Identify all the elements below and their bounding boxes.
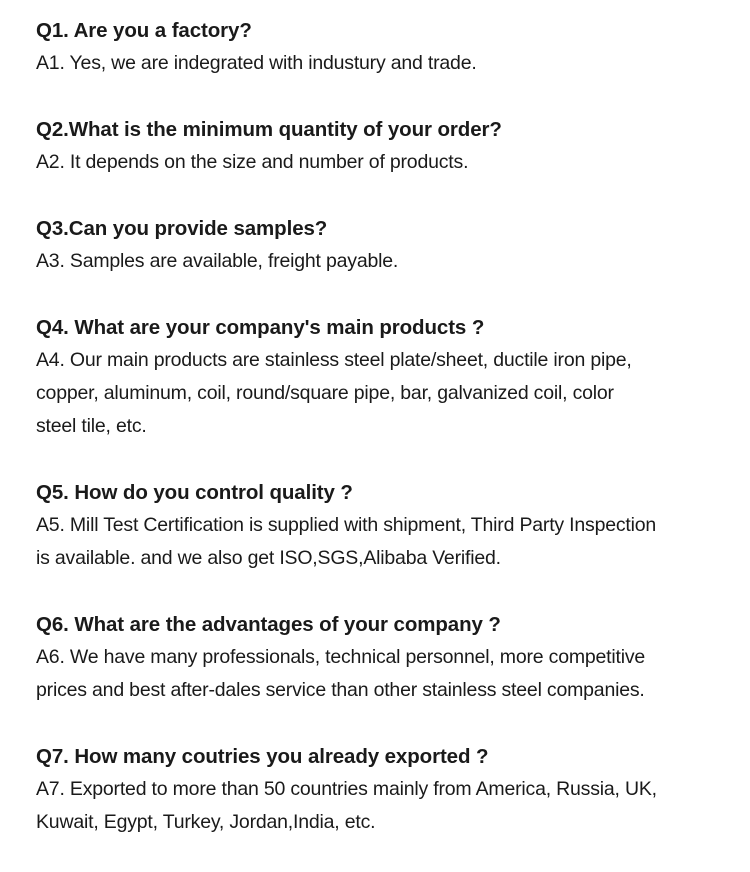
faq-list xyxy=(36,14,736,872)
faq-answer-3: A3. Samples are available, freight payable. xyxy=(36,250,399,272)
faq-question-7: Q7. How many coutries you already exported ? xyxy=(36,745,489,768)
faq-question-1: Q1. Are you a factory? xyxy=(36,19,252,42)
faq-answer-7-line-1: A7. Exported to more than 50 countries mainly from America, Russia, UK, xyxy=(36,778,657,800)
faq-question-2: Q2.What is the minimum quantity of your order? xyxy=(36,118,502,141)
faq-answer-1: A1. Yes, we are indegrated with industury and trade. xyxy=(36,52,477,74)
faq-answer-6-line-2: prices and best after-dales service than other stainless steel companies. xyxy=(36,679,645,701)
faq-answer-2: A2. It depends on the size and number of products. xyxy=(36,151,469,173)
faq-answer-4-line-2: copper, aluminum, coil, round/square pipe, bar, galvanized coil, color xyxy=(36,382,614,404)
faq-answer-4-line-3: steel tile, etc. xyxy=(36,415,147,437)
faq-answer-5-line-2: is available. and we also get ISO,SGS,Alibaba Verified. xyxy=(36,547,501,569)
faq-item-7 xyxy=(36,740,736,839)
faq-question-3: Q3.Can you provide samples? xyxy=(36,217,328,240)
faq-item-3 xyxy=(36,212,736,278)
faq-answer-4-line-1: A4. Our main products are stainless steel plate/sheet, ductile iron pipe, xyxy=(36,349,632,371)
faq-question-5: Q5. How do you control quality ? xyxy=(36,481,353,504)
faq-item-5 xyxy=(36,476,736,575)
faq-item-2 xyxy=(36,113,736,179)
faq-answer-6-line-1: A6. We have many professionals, technical personnel, more competitive xyxy=(36,646,646,668)
faq-answer-5-line-1: A5. Mill Test Certification is supplied with shipment, Third Party Inspection xyxy=(36,514,657,536)
faq-question-4: Q4. What are your company's main products ? xyxy=(36,316,485,339)
faq-item-4 xyxy=(36,311,736,443)
faq-item-6 xyxy=(36,608,736,707)
faq-answer-7-line-2: Kuwait, Egypt, Turkey, Jordan,India, etc. xyxy=(36,811,376,833)
faq-question-6: Q6. What are the advantages of your company ? xyxy=(36,613,501,636)
faq-item-1 xyxy=(36,14,736,80)
